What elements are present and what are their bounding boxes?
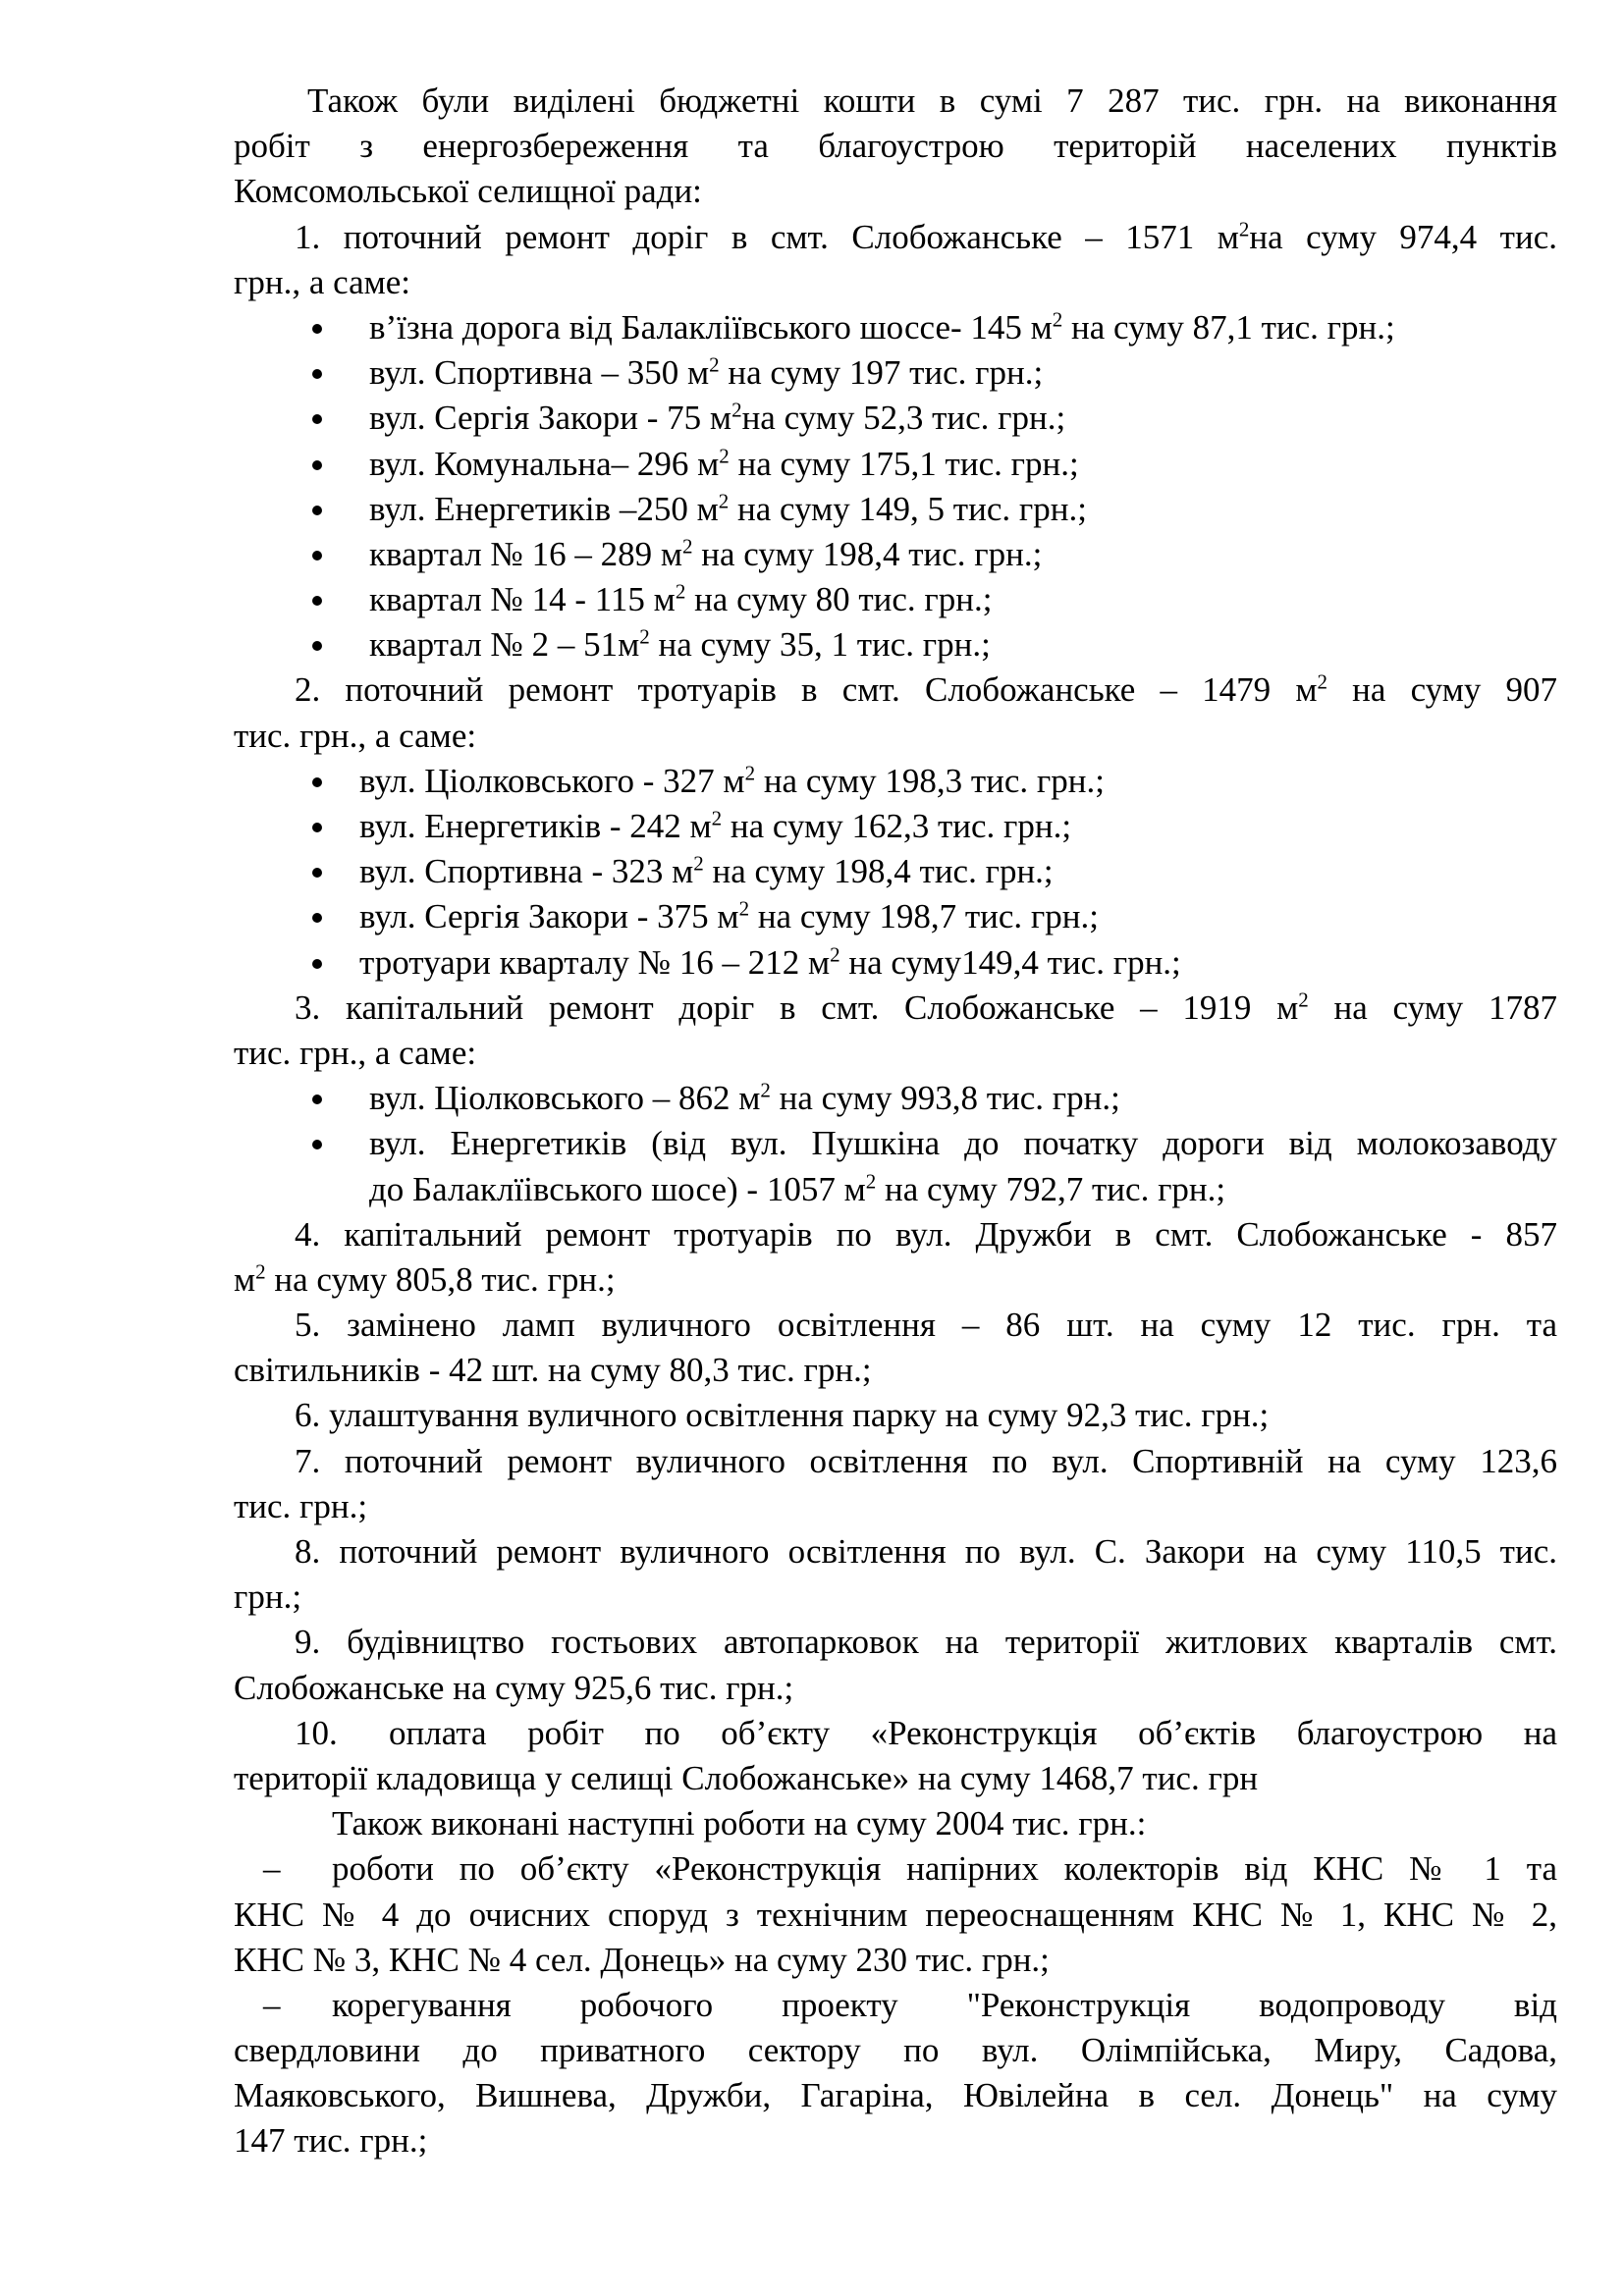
item-5-line-1: 5. замінено ламп вуличного освітлення – 86 шт. на суму 12 тис. грн. та [295,1306,1557,1345]
item-2-line-2: тис. грн., а саме: [234,716,477,755]
item-7-line-1: 7. поточний ремонт вуличного освітлення по вул. Спортивній на суму 123,6 [295,1441,1557,1480]
list-item: вул. Ціолковського - 327 $м^2$ на суму 198,3 тис. грн.; [234,759,1557,804]
item-5-line-2: світильників - 42 шт. на суму 80,3 тис. грн.; [234,1351,872,1390]
dash-icon: – [263,1849,281,1889]
bullet-icon [312,777,322,787]
list-item: квартал № $2 - 51м^2$ на суму 35, 1 тис. грн.; [234,622,1557,667]
item-8-line-1: 8. поточний ремонт вуличного освітлення по вул. С. Закори на суму 110,5 тис. [295,1532,1557,1571]
document-page [234,79,1557,2164]
list-item-continuation: до Балаклїівського шосе) - 1057 $м^2$ на суму 792,7 тис. грн.; [369,1168,1226,1208]
bullet-icon [312,506,322,515]
intro-line-1: Також були виділені бюджетні кошти в сумі 7 287 тис. грн. на виконання [307,81,1557,120]
intro-line-2: робіт з енергозбереження та благоустрою територій населених пунктів [234,127,1557,166]
list-item: вул. Енергетиків - 242 $м^2$ на суму 162,3 тис. грн.; [234,804,1557,849]
dash-item-1-line-3: КНС № 3, КНС № 4 сел. Донець» на суму 230 тис. грн.; [234,1940,1050,1979]
also-done-heading: Також виконані наступні роботи на суму 2004 тис. грн.: [332,1804,1147,1843]
bullet-icon [312,460,322,470]
bullet-icon [312,868,322,878]
item-4-line-2: $м^2$ на суму 805,8 тис. грн.; [234,1259,616,1299]
item-10-line-1: 10. оплата робіт по об’єкту «Реконструкція об’єктів благоустрою на [234,1711,1557,1756]
item-4-line-1: 4. капітальний ремонт тротуарів по вул. Дружби в смт. Слобожанське - 857 [295,1214,1557,1254]
item-1-line-2: грн., а саме: [234,262,411,301]
bullet-icon [312,641,322,651]
list-item: тротуари кварталу № 16 – 212 $м^2$ на суму149,4 тис. грн.; [234,940,1557,986]
bullet-icon [312,324,322,334]
list-item: вул. Спортивна - 323 $м^2$ на суму 198,4 тис. грн.; [234,849,1557,894]
list-item: вул. Сергія Закори - 375 $м^2$ на суму 198,7 тис. грн.; [234,894,1557,939]
list-item: в’їзна дорога від Балакліївського шоссе- 145 $м^2$ на суму 87,1 тис. грн.; [234,305,1557,350]
dash-item-2-line-3: Маяковського, Вишнева, Дружби, Гагаріна, Ювілейна в сел. Донець" на суму [234,2076,1557,2115]
list-item: квартал № 16 – 289 $м^2$ на суму 198,4 тис. грн.; [234,532,1557,577]
list-item: вул. Комунальна– 296 $м^2$ на суму 175,1 тис. грн.; [234,442,1557,487]
dash-item-2-line-2: свердловини до приватного сектору по вул. Олімпійська, Миру, Садова, [234,2031,1557,2070]
list-item: квартал № 14 - 115 $м^2$ на суму 80 тис. грн.; [234,577,1557,622]
bullet-icon [312,1095,322,1104]
item-9-line-2: Слобожанське на суму 925,6 тис. грн.; [234,1668,794,1707]
item-8-line-2: грн.; [234,1577,302,1617]
item-3-line-2: тис. грн., а саме: [234,1033,477,1072]
item-7-line-2: тис. грн.; [234,1486,368,1525]
dash-item-1-line-2: КНС № 4 до очисних споруд з технічним переоснащенням КНС № 1, КНС № 2, [234,1895,1557,1934]
bullet-icon [312,414,322,424]
bullet-icon [312,551,322,561]
list-item: вул. Енергетиків –250 $м^2$ на суму 149, 5 тис. грн.; [234,487,1557,532]
dash-item-1-line-1: – роботи по об’єкту «Реконструкція напірних колекторів від КНС № 1 та [234,1846,1557,1892]
dash-item-2-line-4: 147 тис. грн.; [234,2121,428,2161]
list-item: вул. Сергія Закори - 75 $м^2на$ суму 52,3 тис. грн.; [234,396,1557,441]
bullet-icon [312,959,322,969]
item-10-line-2: території кладовища у селищі Слобожанське» на суму 1468,7 тис. грн [234,1758,1259,1797]
item-2-line-1: 2. поточний ремонт тротуарів в смт. Слобожанське – 1479 $м^2$ на суму 907 [295,669,1557,710]
list-item: вул. Енергетиків (від вул. Пушкіна до початку дороги від молокозаводу [234,1121,1557,1166]
item-10-number: 10. [295,1713,338,1752]
dash-item-2-line-1: – корегування робочого проекту "Реконструкція водопроводу від [234,1983,1557,2028]
item-9-line-1: 9. будівництво гостьових автопарковок на території житлових кварталів смт. [295,1623,1557,1662]
dash-icon: – [263,1985,281,2024]
bullet-icon [312,369,322,379]
bullet-icon [312,1140,322,1149]
bullet-icon [312,823,322,832]
list-item: вул. Ціолковського – 862 $м^2$ на суму 993,8 тис. грн.; [234,1076,1557,1121]
intro-line-3: Комсомольської селищної ради: [234,172,702,211]
list-item: вул. Спортивна – 350 $м^2$ на суму 197 тис. грн.; [234,350,1557,396]
bullet-icon [312,596,322,606]
bullet-icon [312,913,322,923]
item-6-line-1: 6. улаштування вуличного освітлення парку на суму 92,3 тис. грн.; [295,1396,1270,1435]
item-3-line-1: 3. капітальний ремонт доріг в смт. Слобожанське – 1919 $м^2$ на суму 1787 [295,988,1557,1027]
item-1-line-1: 1. поточний ремонт доріг в смт. Слобожанське – 1571 $м^2на$ суму 974,4 тис. [295,216,1557,256]
